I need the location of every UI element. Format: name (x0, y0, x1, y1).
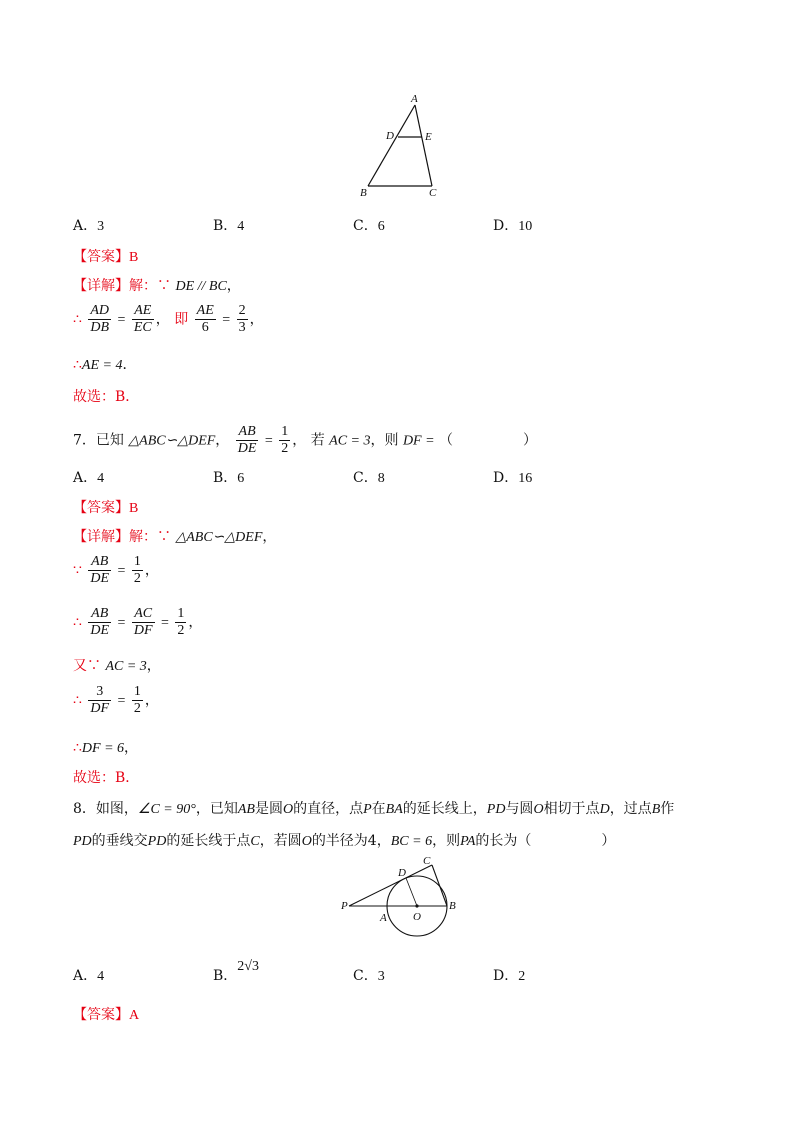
therefore-symbol: ∴ (73, 357, 82, 373)
fraction-3-df: $\frac{3}{DF}$ (90, 684, 110, 716)
label-b: B (449, 900, 456, 912)
fraction-1-2: $\frac{1}{2}$ (133, 684, 141, 716)
q7-detail-line4 (73, 655, 161, 675)
q6-option-d: D．10 (493, 218, 533, 234)
triangle-figure (355, 90, 455, 200)
q7-detail-line5 (73, 684, 159, 717)
math-expr: DF = 6 (81, 741, 125, 756)
center-dot (415, 904, 418, 907)
label-d: D (386, 130, 394, 142)
answer-value: B (129, 501, 139, 516)
because-symbol: ∵ (87, 658, 101, 674)
punct: ， (262, 529, 277, 545)
punct: ， (292, 432, 307, 449)
label-c: C (423, 855, 431, 867)
equals: = (117, 693, 126, 709)
q6-option-b: B．4 (213, 218, 245, 234)
you-word: 又 (73, 658, 87, 674)
therefore-symbol: ∴ (73, 311, 82, 328)
q8-answer (73, 1004, 139, 1024)
label-c: C (429, 187, 437, 199)
q7-option-a: A．4 (73, 470, 105, 486)
punct: ， (188, 614, 203, 631)
ji-word: 即 (174, 311, 189, 328)
punct: ， (226, 278, 241, 294)
q7-option-b: B．6 (213, 470, 245, 486)
q6-answer (73, 246, 138, 266)
punct: ， (370, 432, 385, 449)
q6-detail-line1 (73, 275, 241, 295)
ruo-word: 若 (310, 432, 325, 449)
q7-similar: △ABC∽△DEF (128, 433, 216, 449)
because-symbol: ∵ (157, 529, 171, 545)
because-symbol: ∵ (73, 562, 82, 579)
punct: ， (146, 658, 161, 674)
fraction-ab-de: $\frac{AB}{DE}$ (90, 606, 110, 638)
side-ab (368, 105, 415, 186)
q6-option-c: C．6 (353, 218, 385, 234)
math-expr: △ABC∽△DEF (175, 530, 263, 545)
label-d: D (398, 867, 406, 879)
label-a: A (411, 93, 418, 105)
answer-blank: （ ） (439, 432, 537, 449)
answer-tag: 【答案】 (73, 249, 129, 265)
q7-number: 7．已知 (73, 432, 124, 449)
answer-value: B (129, 250, 139, 265)
q8-option-b: B．2√3 (213, 959, 259, 984)
math-expr: AE = 4 (81, 358, 123, 373)
punct: ． (122, 357, 137, 373)
q8-stem-line2: PD的垂线交PD的延长线于点C，若圆O的半径为4，BC = 6，则PA的长为（ ） (73, 833, 616, 849)
label-e: E (425, 131, 432, 143)
fraction-ae-ec: $\frac{AE}{EC}$ (133, 303, 152, 335)
q7-detail-line3 (73, 606, 202, 639)
detail-tag: 【详解】 (73, 529, 129, 545)
answer-value: A (129, 1008, 140, 1023)
q6-option-a: A．3 (73, 218, 105, 234)
label-p: P (341, 900, 348, 912)
q8-option-d: D．2 (493, 968, 526, 984)
detail-jie: 解： (129, 529, 157, 545)
line-bc (432, 865, 447, 906)
fraction-ad-db: $\frac{AD}{DB}$ (90, 303, 110, 335)
label-a: A (380, 912, 387, 924)
math-expr: AC = 3 (105, 659, 147, 674)
q7-conclusion: 故选：B． (73, 770, 140, 786)
q8-option-c: C．3 (353, 968, 385, 984)
df-expr: DF = (402, 433, 435, 449)
ac-value: AC = 3 (329, 433, 371, 449)
q6-detail-line3 (73, 354, 136, 374)
equals: = (222, 312, 231, 328)
punct: ， (144, 692, 159, 709)
therefore-symbol: ∴ (73, 614, 82, 631)
q7-option-c: C．8 (353, 470, 385, 486)
answer-tag: 【答案】 (73, 500, 129, 516)
line-od (406, 878, 417, 906)
q7-stem (73, 424, 537, 457)
fraction-ab-de: $\frac{AB}{DE}$ (90, 554, 110, 586)
q7-detail-line2 (73, 554, 159, 587)
q6-detail-line2 (73, 303, 264, 336)
punct: ， (124, 740, 139, 756)
punct: ， (249, 311, 264, 328)
fraction-1-2: $\frac{1}{2}$ (177, 606, 185, 638)
math-expr: DE // BC (175, 279, 227, 294)
q7-answer (73, 497, 138, 517)
fraction-ab-de: $\frac{AB}{DE}$ (237, 424, 257, 456)
q7-option-d: D．16 (493, 470, 533, 486)
label-b: B (360, 187, 367, 199)
punct: ， (144, 562, 159, 579)
equals: = (160, 615, 169, 631)
detail-tag: 【详解】 (73, 278, 129, 294)
q8-option-a: A．4 (73, 968, 105, 984)
equals: = (117, 563, 126, 579)
fraction-2-3: $\frac{2}{3}$ (238, 303, 246, 335)
fraction-ac-df: $\frac{AC}{DF}$ (133, 606, 153, 638)
line-pc (349, 865, 432, 906)
answer-tag: 【答案】 (73, 1007, 129, 1023)
because-symbol: ∵ (157, 278, 171, 294)
equals: = (117, 615, 126, 631)
fraction-ae-6: $\frac{AE}{6}$ (196, 303, 214, 335)
label-o: O (413, 911, 421, 923)
punct: ， (155, 311, 170, 328)
therefore-symbol: ∴ (73, 692, 82, 709)
q7-detail-line1 (73, 526, 276, 546)
detail-jie: 解： (129, 278, 157, 294)
fraction-1-2: $\frac{1}{2}$ (133, 554, 141, 586)
q6-conclusion: 故选：B． (73, 389, 140, 405)
equals: = (264, 433, 273, 449)
circle-tangent-figure (340, 855, 465, 970)
fraction-1-2: $\frac{1}{2}$ (281, 424, 289, 456)
punct: ， (215, 432, 230, 449)
ze-word: 则 (384, 432, 399, 449)
q7-detail-line6 (73, 737, 138, 757)
q8-stem-line1: 8．如图，∠C = 90°，已知AB是圆O的直径，点P在BA的延长线上，PD与圆O相切于点D，过点B作 (73, 801, 675, 817)
therefore-symbol: ∴ (73, 740, 82, 756)
side-ac (415, 105, 432, 186)
equals: = (117, 312, 126, 328)
